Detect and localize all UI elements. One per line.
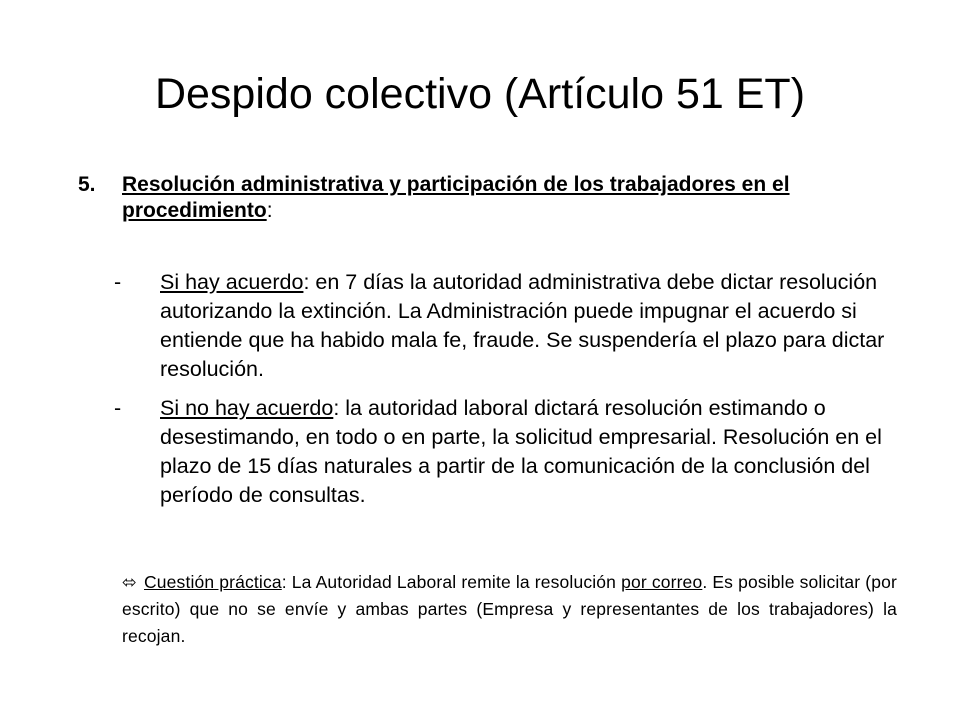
- point-heading: [122, 172, 942, 224]
- note-emphasis: por correo: [621, 572, 703, 592]
- point-heading-suffix: :: [266, 199, 273, 222]
- left-right-arrow-icon: ⬄: [122, 572, 137, 592]
- practical-note: [122, 569, 897, 650]
- bullet-text: [160, 394, 925, 510]
- bullet-label: Si no hay acuerdo: [160, 396, 334, 420]
- bullet-body: : en 7 días la autoridad administrativa debe dictar resolución autorizando la extinción. La Administración puede impugnar el acuerdo si entiende que ha habido mala fe, fraude. Se suspendería el plazo para dictar resolución.: [160, 270, 885, 381]
- bullet-marker: -: [114, 270, 122, 294]
- bullet-marker: -: [114, 396, 122, 420]
- bullet-body: : la autoridad laboral dictará resolución estimando o desestimando, en todo o en parte, la solicitud empresarial. Resolución en el plazo de 15 días naturales a partir de la comunicación de la conclusión del período de consultas.: [160, 396, 882, 507]
- note-text-2: . Es posible solicitar (por escrito) que no se envíe y ambas partes (Empresa y representantes de los trabajadores) la recojan.: [122, 572, 898, 646]
- slide-title: Despido colectivo (Artículo 51 ET): [154, 70, 806, 118]
- point-number: 5.: [78, 173, 96, 196]
- point-heading-text: Resolución administrativa y participación de los trabajadores en el procedimiento: [122, 173, 790, 222]
- note-text-1: : La Autoridad Laboral remite la resolución: [281, 572, 622, 592]
- note-label: Cuestión práctica: [144, 572, 282, 592]
- bullet-label: Si hay acuerdo: [160, 270, 304, 294]
- bullet-text: [160, 268, 925, 384]
